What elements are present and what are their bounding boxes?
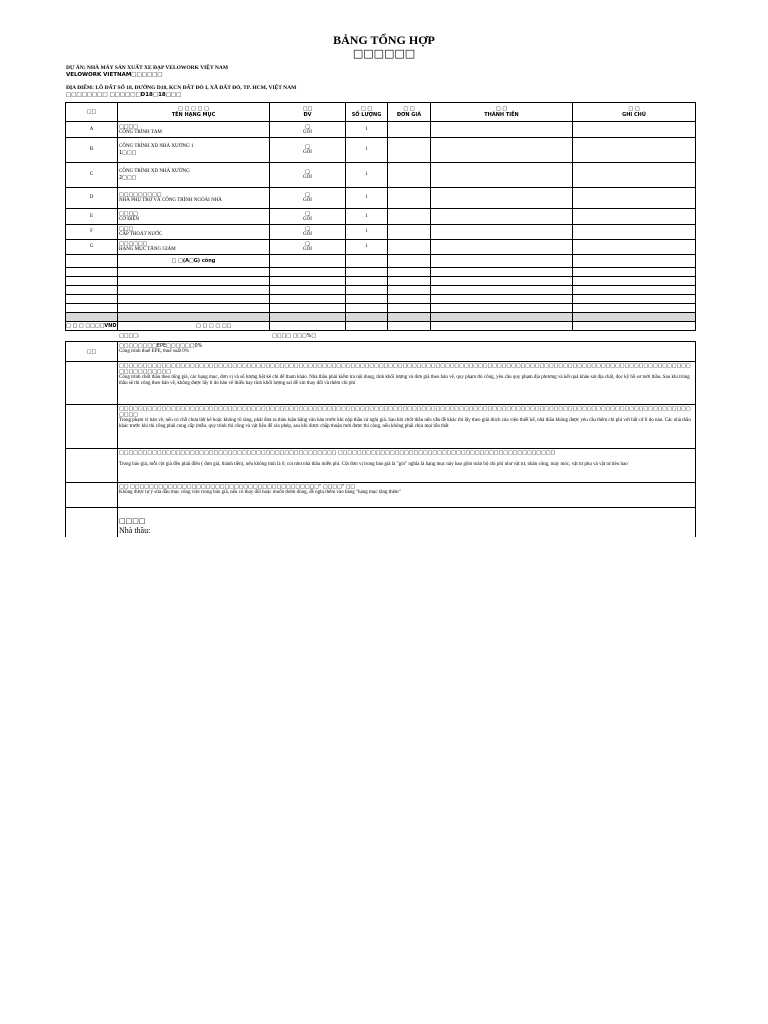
note-text: □□□□□□□□□□□□□□□□□□□□□□□□□□□□□□□□□□□□□□□□□□□□□□□□□□□□□□□□□□□□□□□□□□□□□□□□□□□□□□□□□□□□□□□□□□□□□□□□□□□□□□□□□□□□□□□□□□□□□□□□□□□□□ Trong phạm vi bản vẽ, nếu có chỗ chưa liệt kê hoặc không rõ ràng, phải đưa ra thảo luận bằng văn bản trước khi nộp thầu và nghị giá. Sau khi chốt thầu nếu vẫn đề khác thì lấy theo giải thích của viện thiết kế, nhà thầu không được yêu cầu thêm chi phí với bất cứ lí do nào. Các nhà thầu khác trước khi thi công phải cung cấp (mẫu, quy trình thi công và vật liệu để xin phép, sau khi được chấp thuận mới được thi công, nếu không phải chịu mọi tổn thất <box>118 405 696 449</box>
row-qty: 1 <box>346 122 388 138</box>
row-note <box>573 225 696 240</box>
row-qty: 1 <box>346 225 388 240</box>
row-amount <box>431 225 573 240</box>
header-stt: □□ <box>66 103 118 122</box>
row-stt: F <box>66 225 118 240</box>
row-stt: G <box>66 240 118 255</box>
header-unit: □□ ĐV <box>270 103 346 122</box>
blank-row <box>66 286 696 295</box>
row-item: CÔNG TRÌNH XD NHÀ XƯỞNG 1 1□□□ <box>118 138 270 163</box>
row-qty: 1 <box>346 209 388 225</box>
table-row <box>66 188 696 209</box>
row-amount <box>431 240 573 255</box>
row-item: CÔNG TRÌNH XD NHÀ XƯỞNG 2□□□ <box>118 163 270 188</box>
note-row <box>66 362 696 405</box>
row-amount <box>431 188 573 209</box>
row-amount <box>431 209 573 225</box>
note-row <box>66 449 696 483</box>
row-item: □□□□□□ HẠNG MỤC TĂNG GIẢM <box>118 240 270 255</box>
row-item: □□□□□□□□□ NHÀ PHỤ TRỢ VÀ CÔNG TRÌNH NGOÀI NHÀ <box>118 188 270 209</box>
row-amount <box>431 138 573 163</box>
notes-label: □□ <box>66 342 118 362</box>
header-amount: □ □ THÀNH TIỀN <box>431 103 573 122</box>
row-stt: A <box>66 122 118 138</box>
row-note <box>573 138 696 163</box>
row-unit: □ GÓI <box>270 188 346 209</box>
currency-mid: □ □ □ □ □□ <box>196 323 232 329</box>
location-vi: ĐỊA ĐIỂM: LÔ ĐẤT SỐ 18, ĐƯỜNG D18, KCN ĐẤT ĐỎ I, XÃ ĐẤT ĐỎ, TP. HCM, VIỆT NAM <box>66 85 297 91</box>
header-note: □ □ GHI CHÚ <box>573 103 696 122</box>
blank-row <box>66 295 696 304</box>
note-row <box>66 405 696 449</box>
row-price <box>388 209 431 225</box>
row-note <box>573 209 696 225</box>
summary-table <box>65 102 696 331</box>
tax-right: □□□□ □□□%□ <box>272 333 317 339</box>
row-unit: □ GÓI <box>270 209 346 225</box>
row-unit: □ GÓI <box>270 138 346 163</box>
document-title <box>0 34 768 60</box>
row-stt: C <box>66 163 118 188</box>
row-qty: 1 <box>346 138 388 163</box>
row-price <box>388 138 431 163</box>
project-name-vi: DỰ ÁN: NHÀ MÁY SẢN XUẤT XE ĐẠP VELOWORK VIỆT NAM <box>66 65 229 71</box>
blank-row <box>66 268 696 277</box>
notes-table <box>65 341 696 537</box>
tax-left: □□□□: <box>119 333 140 339</box>
note-text: □□□□□□□□□□□□□□□□□□□□□□□□□□□□□□□□□□□□□□□□□□□□□□□□□□□□□□□□□□□□□□□□□□□□□□□□□□□□□□□□□□□□□□□□□□□□□□□□□□□□□□□□□□□□□□□□□□□□□□□□□□□□□□□□□□□□ Công trình chốt thầu theo tổng giá, các hạng mục, đơn vị và số lượng liệt kê chỉ để tham khảo. Nhà thầu phải kiểm tra nội dung, tính khối lượng và đơn giá theo bản vẽ, quy phạm thi công, yêu cầu quy phạm địa phương và kết quả khảo sát địa chất, đọc kỹ hồ sơ mời thầu. Sau khi trúng thầu sẽ thi công theo bản vẽ, không được lấy lí do bản vẽ thiếu hay tính khối lượng sai để xin thay đổi và thêm chi phí <box>118 362 696 405</box>
row-price <box>388 188 431 209</box>
note-row <box>66 342 696 362</box>
row-unit: □ GÓI <box>270 163 346 188</box>
note-text: □□ □□□□□□□□□□□□□□□□□□□□□□□□□□□□□□□□□□□□□□□□" □□□□" □□ Không được tự ý sửa đầu mục công việc trong báo giá, nếu có thay đổi hoặc muốn thêm dòng, đề nghị thêm vào bảng "hạng mục tăng thêm" <box>118 483 696 508</box>
row-item: □□□ CẤP THOÁT NƯỚC <box>118 225 270 240</box>
table-header-row <box>66 103 696 122</box>
note-text: □□□□□□□□□□□□□□□□□□□□□□□□□□□□□□□□□□□□□□□□□□□□□□ □□□□□□□□□□□□□□□□□□□□□□□□□□□□□□□□□□□□□□□□□□□□□□ Trong báo giá, mỗi cột giá đều phải điền ( đơn giá, thành tiền), nếu không tính là 0, coi như nhà thầu miễn phí. Cột đơn vị trong báo giá là "gói" nghĩa là hạng mục này bao gồm toàn bộ chi phí như vật tư, nhân công, máy móc, vật tư phụ và vật tư tiêu hao <box>118 449 696 483</box>
note-row <box>66 483 696 508</box>
row-note <box>573 240 696 255</box>
total-label: □ □(A□G) công <box>118 255 270 268</box>
row-price <box>388 240 431 255</box>
row-stt: D <box>66 188 118 209</box>
table-row <box>66 138 696 163</box>
header-qty: □ □ SỐ LƯỢNG <box>346 103 388 122</box>
row-stt: E <box>66 209 118 225</box>
total-row <box>66 255 696 268</box>
row-note <box>573 122 696 138</box>
header-price: □ □ ĐƠN GIÁ <box>388 103 431 122</box>
title-vi: BẢNG TỔNG HỢP <box>333 33 435 47</box>
row-amount <box>431 122 573 138</box>
row-unit: □ GÓI <box>270 122 346 138</box>
location-cn: □□□□□□□□ □□□□□□D18□18□□□ <box>66 92 182 98</box>
row-unit: □ GÓI <box>270 240 346 255</box>
table-row <box>66 225 696 240</box>
shaded-row <box>66 313 696 322</box>
title-cn: □□□□□□ <box>352 47 416 60</box>
row-price <box>388 225 431 240</box>
project-name-cn: VELOWORK VIETNAM□□□□□□ <box>66 72 163 78</box>
row-note <box>573 188 696 209</box>
blank-row <box>66 322 696 331</box>
blank-row <box>66 304 696 313</box>
row-qty: 1 <box>346 188 388 209</box>
contractor-field: □□□□ Nhà thầu: <box>118 508 696 538</box>
note-text: □□□□□□□□EPE□□□□□□0% Công trình thuế EPE, thuế suất 0% <box>118 342 696 362</box>
row-qty: 1 <box>346 240 388 255</box>
row-amount <box>431 163 573 188</box>
row-item: □□□□ CƠ ĐIỆN <box>118 209 270 225</box>
currency-note: □ □ □ □□□□VND <box>66 323 117 329</box>
row-price <box>388 122 431 138</box>
table-row <box>66 163 696 188</box>
contractor-row <box>66 508 696 538</box>
row-price <box>388 163 431 188</box>
row-note <box>573 163 696 188</box>
row-unit: □ GÓI <box>270 225 346 240</box>
row-qty: 1 <box>346 163 388 188</box>
header-item: □ □ □ □ □ TÊN HẠNG MỤC <box>118 103 270 122</box>
blank-row <box>66 277 696 286</box>
row-stt: B <box>66 138 118 163</box>
table-row <box>66 122 696 138</box>
row-item: □□□□ CÔNG TRÌNH TẠM <box>118 122 270 138</box>
table-row <box>66 240 696 255</box>
table-row <box>66 209 696 225</box>
